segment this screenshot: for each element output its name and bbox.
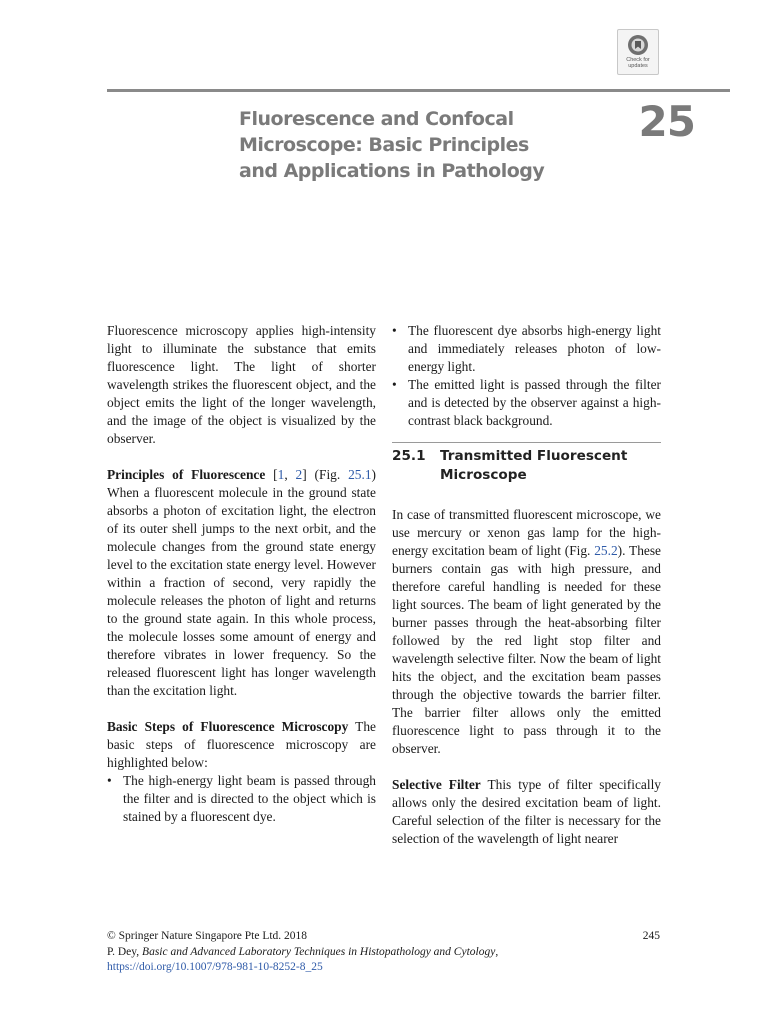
ref-separator: , — [284, 467, 296, 482]
page-footer — [107, 929, 660, 976]
page-number: 245 — [642, 930, 660, 942]
basic-steps-heading: Basic Steps of Fluorescence Microscopy — [107, 719, 349, 734]
citation-link-2[interactable]: 2 — [295, 467, 303, 482]
section-title-line-1: Transmitted Fluorescent — [440, 448, 628, 464]
citation-punct: , — [495, 945, 499, 958]
section-title-line-2: Microscope — [440, 467, 527, 483]
list-item — [392, 376, 661, 430]
transmitted-paragraph — [392, 506, 661, 758]
intro-paragraph: Fluorescence microscopy applies high-intensity light to illuminate the substance that emits fluorescence light. The light of shorter wavelength strikes the fluorescent object, and the object emits the light of the longer wavelength, and the image of the object is visualized by the observer. — [107, 323, 376, 446]
selective-filter-heading: Selective Filter — [392, 777, 481, 792]
bookmark-ring-icon — [627, 34, 649, 56]
bullet-icon: • — [107, 773, 112, 788]
citation-link-1[interactable]: 1 — [277, 467, 285, 482]
bullet-icon: • — [392, 323, 397, 338]
transmitted-body-end: ). These burners contain gas with high pressure, and therefore careful handling is needed for these light sources. The beam of light generated by the burner passes through the heat-absorbing filter followed by the red light stop filter and wavelength selective filter. Now the beam of light hits the object, and the excitation beam passes through the objective towards the barrier filter. The barrier filter allows only the emitted fluorescence light to pass through it to the observer. — [392, 543, 662, 756]
badge-line-1: Check for — [626, 57, 650, 63]
badge-line-2: updates — [628, 63, 648, 69]
basic-steps-body: The basic steps of fluorescence microscopy are highlighted below: — [107, 719, 376, 770]
ref-close: ] (Fig. — [302, 467, 349, 482]
doi-link[interactable]: https://doi.org/10.1007/978-981-10-8252-8_25 — [107, 961, 323, 973]
list-item-text: The emitted light is passed through the filter and is detected by the observer against a high-contrast black background. — [408, 377, 661, 428]
transmitted-body-start: In case of transmitted fluorescent microscope, we use mercury or xenon gas lamp for the high-energy excitation beam of light (Fig. — [392, 507, 661, 558]
copyright-line: © Springer Nature Singapore Pte Ltd. 2018 — [107, 930, 308, 942]
selective-filter-paragraph — [392, 776, 661, 848]
steps-list-right — [392, 322, 661, 430]
check-for-updates-badge[interactable] — [617, 29, 659, 75]
ref-open: [ — [265, 467, 278, 482]
section-number: 25.1 — [392, 448, 426, 464]
chapter-number: 25 — [638, 97, 695, 146]
list-item — [107, 772, 376, 826]
left-column — [107, 322, 376, 826]
principles-paragraph — [107, 466, 376, 700]
chapter-top-rule — [107, 89, 730, 92]
right-column — [392, 322, 661, 848]
list-item-text: The fluorescent dye absorbs high-energy light and immediately releases photon of low-energy light. — [408, 323, 661, 374]
bullet-icon: • — [392, 377, 397, 392]
author-text: P. Dey, — [107, 945, 143, 958]
section-title — [440, 447, 627, 485]
steps-list-left — [107, 772, 376, 826]
section-heading-25-1 — [392, 447, 661, 485]
book-title: Basic and Advanced Laboratory Techniques in Histopathology and Cytology — [142, 945, 496, 958]
list-item-text: The high-energy light beam is passed through the filter and is directed to the object which is stained by a fluorescent dye. — [123, 773, 376, 824]
citation-line — [107, 945, 660, 961]
figure-link-25-2[interactable]: 25.2 — [594, 543, 618, 558]
chapter-title-line-3: and Applications in Pathology — [239, 160, 545, 182]
section-rule — [392, 442, 661, 443]
chapter-title-line-1: Fluorescence and Confocal — [239, 108, 514, 130]
badge-label — [618, 57, 658, 69]
chapter-title — [239, 106, 569, 184]
selective-filter-body: This type of filter specifically allows only the desired excitation beam of light. Careful selection of the filter is necessary for the selection of the wavelength of light nearer — [392, 777, 661, 846]
list-item — [392, 322, 661, 376]
chapter-title-line-2: Microscope: Basic Principles — [239, 134, 529, 156]
figure-link-25-1[interactable]: 25.1 — [348, 467, 372, 482]
basic-steps-paragraph — [107, 718, 376, 772]
principles-heading: Principles of Fluorescence — [107, 467, 266, 482]
fig-close: ) — [371, 467, 376, 482]
principles-body: When a fluorescent molecule in the ground state absorbs a photon of excitation light, the electron of its outer shell jumps to the next orbit, and the molecule changes from the ground state energy level to the excitation state energy level. However within a fraction of second, very rapidly the molecule releases the photon of light and returns to the ground state again. In this whole process, the molecule losses some amount of energy and therefore vibrates in lower frequency. So the released fluorescent light has longer wavelength than the excitation light. — [107, 485, 376, 698]
